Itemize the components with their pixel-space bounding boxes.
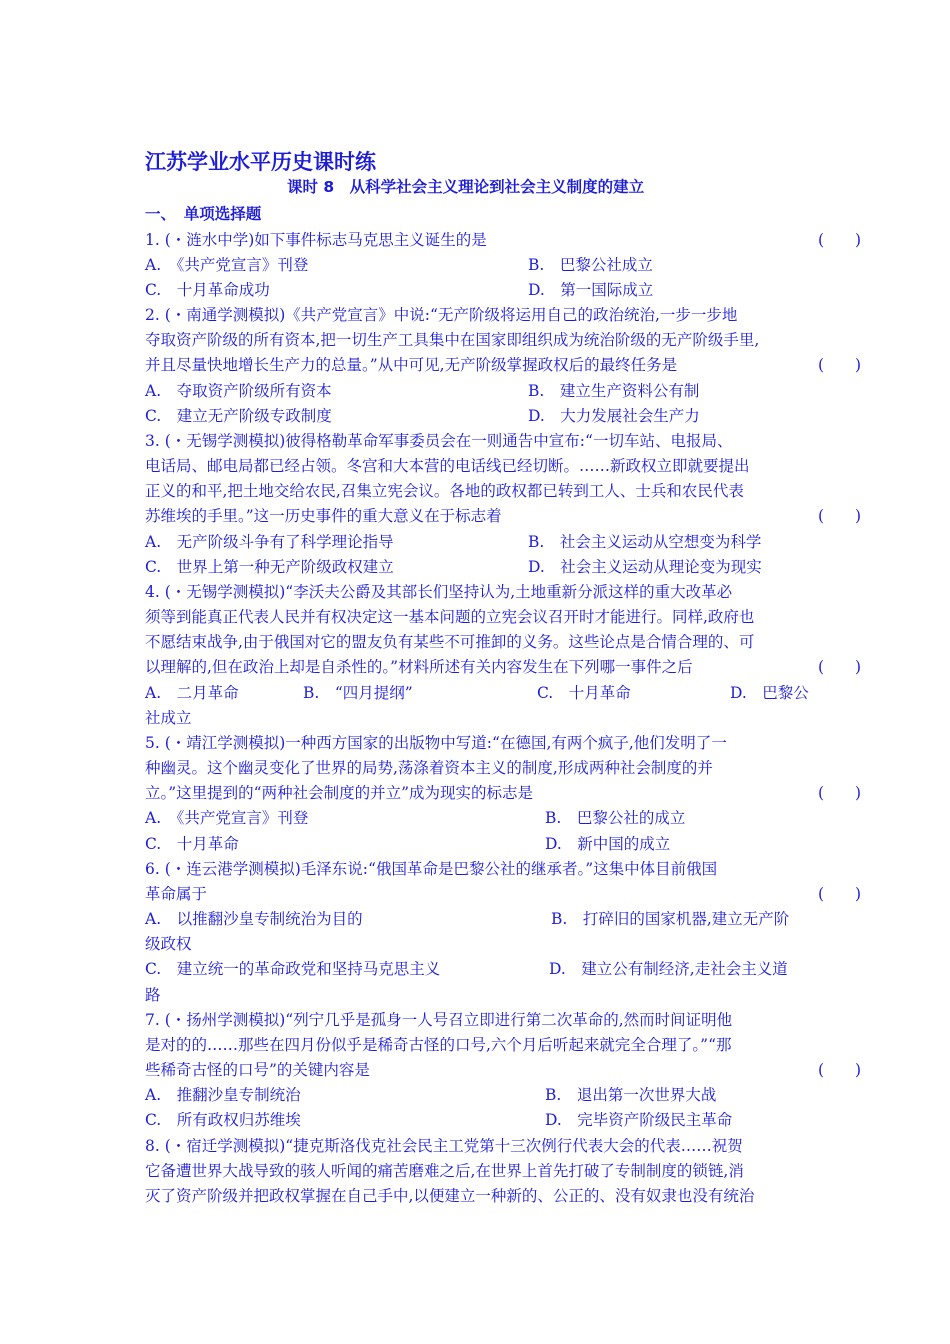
q6-answer-bracket[interactable]: ( ) [818, 885, 862, 903]
q3-stem-line: 正义的和平,把土地交给农民,召集立宪会议。各地的政权都已转到工人、士兵和农民代表 [145, 482, 744, 500]
q7-option-a: A. 推翻沙皇专制统治 [145, 1086, 301, 1104]
section-title: 一、 单项选择题 [145, 205, 262, 223]
q5-option-a: A. 《共产党宣言》刊登 [145, 809, 309, 827]
q6-option-d-continued: 路 [145, 986, 161, 1004]
q7-option-c: C. 所有政权归苏维埃 [145, 1111, 301, 1129]
q6-option-b: B. 打碎旧的国家机器,建立无产阶 [551, 910, 790, 928]
q6-option-b-continued: 级政权 [145, 935, 192, 953]
q5-stem-line: 种幽灵。这个幽灵变化了世界的局势,荡涤着资本主义的制度,形成两种社会制度的并 [145, 759, 713, 777]
q2-stem-line: 夺取资产阶级的所有资本,把一切生产工具集中在国家即组织成为统治阶级的无产阶级手里, [145, 331, 760, 349]
q6-option-c: C. 建立统一的革命政党和坚持马克思主义 [145, 960, 441, 978]
q3-stem-line: 苏维埃的手里。”这一历史事件的重大意义在于标志着 [145, 507, 502, 525]
q6-option-d: D. 建立公有制经济,走社会主义道 [549, 960, 788, 978]
q1-option-c: C. 十月革命成功 [145, 281, 270, 299]
q4-stem-line: 不愿结束战争,由于俄国对它的盟友负有某些不可推卸的义务。这些论点是合情合理的、可 [145, 633, 755, 651]
q7-option-b: B. 退出第一次世界大战 [545, 1086, 717, 1104]
q5-option-c: C. 十月革命 [145, 835, 239, 853]
q2-option-b: B. 建立生产资料公有制 [528, 382, 700, 400]
q8-stem-line: 它备遭世界大战导致的骇人听闻的痛苦磨难之后,在世界上首先打破了专制制度的锁链,消 [145, 1162, 744, 1180]
q2-stem-line: 2. (・南通学测模拟)《共产党宣言》中说:“无产阶级将运用自己的政治统治,一步一步地 [145, 306, 738, 324]
q3-option-c: C. 世界上第一种无产阶级政权建立 [145, 558, 394, 576]
q1-stem-line: 1. (・涟水中学)如下事件标志马克思主义诞生的是 [145, 231, 487, 249]
q2-option-c: C. 建立无产阶级专政制度 [145, 407, 332, 425]
q7-answer-bracket[interactable]: ( ) [818, 1061, 862, 1079]
q4-stem-line: 以理解的,但在政治上却是自杀性的。”材料所述有关内容发生在下列哪一事件之后 [145, 658, 693, 676]
q7-option-d: D. 完毕资产阶级民主革命 [545, 1111, 733, 1129]
doc-title: 江苏学业水平历史课时练 [145, 150, 376, 174]
q6-stem-line: 6. (・连云港学测模拟)毛泽东说:“俄国革命是巴黎公社的继承者。”这集中体目前俄国 [145, 860, 718, 878]
q4-option-d: D. 巴黎公 [730, 684, 809, 702]
q6-stem-line: 革命属于 [145, 885, 208, 903]
q7-stem-line: 是对的的……那些在四月份似乎是稀奇古怪的口号,六个月后听起来就完全合理了。”“那 [145, 1036, 732, 1054]
q3-option-d: D. 社会主义运动从理论变为现实 [528, 558, 762, 576]
q4-option-d-continued: 社成立 [145, 709, 192, 727]
q3-stem-line: 电话局、邮电局都已经占领。冬宫和大本营的电话线已经切断。……新政权立即就要提出 [145, 457, 750, 475]
q3-stem-line: 3. (・无锡学测模拟)彼得格勒革命军事委员会在一则通告中宣布:“一切车站、电报局、 [145, 432, 733, 450]
q1-option-b: B. 巴黎公社成立 [528, 256, 653, 274]
q8-stem-line: 8. (・宿迁学测模拟)“捷克斯洛伐克社会民主工党第十三次例行代表大会的代表……祝贺 [145, 1137, 743, 1155]
q4-option-a: A. 二月革命 [145, 684, 239, 702]
q6-option-a: A. 以推翻沙皇专制统治为目的 [145, 910, 363, 928]
q3-option-b: B. 社会主义运动从空想变为科学 [528, 533, 762, 551]
q5-stem-line: 立。”这里提到的“两种社会制度的并立”成为现实的标志是 [145, 784, 534, 802]
q5-answer-bracket[interactable]: ( ) [818, 784, 862, 802]
q1-option-a: A. 《共产党宣言》刊登 [145, 256, 309, 274]
q4-stem-line: 须等到能真正代表人民并有权决定这一基本问题的立宪会议召开时才能进行。同样,政府也 [145, 608, 755, 626]
q7-stem-line: 7. (・扬州学测模拟)“列宁几乎是孤身一人号召立即进行第二次革命的,然而时间证明他 [145, 1011, 733, 1029]
q2-option-d: D. 大力发展社会生产力 [528, 407, 700, 425]
q5-option-d: D. 新中国的成立 [545, 835, 671, 853]
q4-stem-line: 4. (・无锡学测模拟)“李沃夫公爵及其部长们坚持认为,土地重新分派这样的重大改革必 [145, 583, 733, 601]
q7-stem-line: 些稀奇古怪的口号”的关键内容是 [145, 1061, 370, 1079]
q5-stem-line: 5. (・靖江学测模拟)一种西方国家的出版物中写道:“在德国,有两个疯子,他们发明了一 [145, 734, 727, 752]
q4-option-b: B. “四月提纲” [303, 684, 413, 702]
q5-option-b: B. 巴黎公社的成立 [545, 809, 686, 827]
q2-answer-bracket[interactable]: ( ) [818, 356, 862, 374]
q2-option-a: A. 夺取资产阶级所有资本 [145, 382, 332, 400]
q4-option-c: C. 十月革命 [537, 684, 631, 702]
q4-answer-bracket[interactable]: ( ) [818, 658, 862, 676]
q8-stem-line: 灭了资产阶级并把政权掌握在自己手中,以便建立一种新的、公正的、没有奴隶也没有统治 [145, 1187, 755, 1205]
q3-option-a: A. 无产阶级斗争有了科学理论指导 [145, 533, 394, 551]
q3-answer-bracket[interactable]: ( ) [818, 507, 862, 525]
q1-option-d: D. 第一国际成立 [528, 281, 654, 299]
q1-answer-bracket[interactable]: ( ) [818, 231, 862, 249]
lesson-title: 课时 8 从科学社会主义理论到社会主义制度的建立 [287, 178, 645, 196]
q2-stem-line: 并且尽量快地增长生产力的总量。”从中可见,无产阶级掌握政权后的最终任务是 [145, 356, 678, 374]
